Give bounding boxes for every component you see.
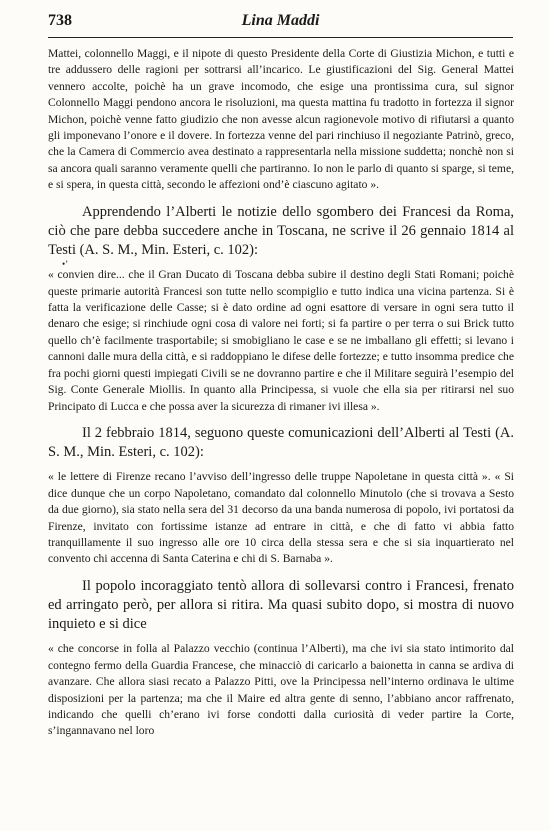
quote-paragraph: « le lettere di Firenze recano l’avviso dell’ingresso delle truppe Napoletane in questa città ». « Si dice dunque che un corpo Napoletano, comandato dal colonnello Minutolo (che si trovava a Sesto da due giorno), sia stato nella sera del 31 decorso da una banda numerosa di popolo, ivi portatosi da Firenze, invitato con fortissime istanze ad entrare in città, e che di fatto vi abbia fatto tranquillamente il suo ingresso alle ore 10 circa della stessa sera e che si sia inquartierato nel convento chi accenna di Santa Caterina e chi di S. Barnaba ». [48,470,514,566]
quote-paragraph: Mattei, colonnello Maggi, e il nipote di questo Presidente della Corte di Giustizia Michon, e tutti e tre addussero delle ragioni per sottrarsi all’incarico. Le giustificazioni del Sig. General Mattei vennero accolte, poichè ha un grave incomodo, che esige una prontissima cura, sul signor Colonnello Maggi pendono ancora le risoluzioni, ma questa mattina fu tradotto in fortezza il signor Michon, poichè venne fatto giudizio che non avesse alcun ragionevole motivo di rifiutarsi a quanto gli imponevano l’onore e il dovere. In fortezza venne del pari rinchiuso il negoziante Patrinò, greco, che la Camera di Commercio avea destinato a rappresentarla nella missione suddetta; nonchè non si sa ancora quali saranno veramente quelli che partiranno. Io non le parlo di quanto si sparge, si teme, e si spera, in questa città, secondo le affezioni ond’è ciascuno agitato ». [48,47,514,192]
quote-paragraph: « convien dire... che il Gran Ducato di Toscana debba subire il destino degli Stati Romani; poichè queste primarie autorità Francesi son tutte nello scompiglio e tutto indica una vicina partenza. Si è fatta la verificazione delle Casse; si è dato ordine ad ogni esattore di versare in ogni sera tutto il denaro che esige; si rinchiude ogni cosa di valore nei forti; si fa partire o per terra o sui Brick tutto quello ch’è facilmente trasportabile; si smobigliano le case e se ne imballano gli effetti; si levano i cannoni dalle mura della città, e si raddoppiano le difese delle fortezze; e tutto insomma predice che fra pochi giorni questi impiegati Civili se ne dovranno partire e che il Militare seguirà l’esempio del Sig. Conte Generale Miollis. In quanto alla Principessa, si vuole che ella sia per ritirarsi nel suo Principato di Lucca e che possa aver la sicurezza di rimaner ivi illesa ». [48,268,514,413]
header-rule [48,37,513,38]
page-body [48,46,514,740]
page-header [48,12,513,34]
margin-mark: •’ [62,259,69,269]
narrative-paragraph: Il popolo incoraggiato tentò allora di sollevarsi contro i Francesi, frenato ed arringato però, per allora si ritira. Ma quasi subito dopo, si mostra di nuovo inquieto e si dice [48,577,514,633]
page-number: 738 [48,12,72,29]
narrative-paragraph: Apprendendo l’Alberti le notizie dello sgombero dei Francesi da Roma, ciò che pare debba succedere anche in Toscana, ne scrive il 26 gennaio 1814 al Testi (A. S. M., Min. Esteri, c. 102): [48,203,514,259]
running-title: Lina Maddi [241,12,320,29]
quote-paragraph: « che concorse in folla al Palazzo vecchio (continua l’Alberti), ma che ivi sia stato intimorito dal contegno fermo della Guardia Francese, che minacciò di caricarlo a baionetta in canna se ardiva di avanzare. Che allora siasi recato a Palazzo Pitti, ove la Principessa nell’interno ordinava le ultime disposizioni per la partenza; ma che il Maire ed altra gente di senno, l’abbiano ancor raffrenato, indicando che quelli ch’erano ivi forse condotti dalla curiosità di veder partire la Corte, s’ingannavano nel loro [48,642,514,738]
narrative-paragraph: Il 2 febbraio 1814, seguono queste comunicazioni dell’Alberti al Testi (A. S. M., Min. Esteri, c. 102): [48,424,514,461]
